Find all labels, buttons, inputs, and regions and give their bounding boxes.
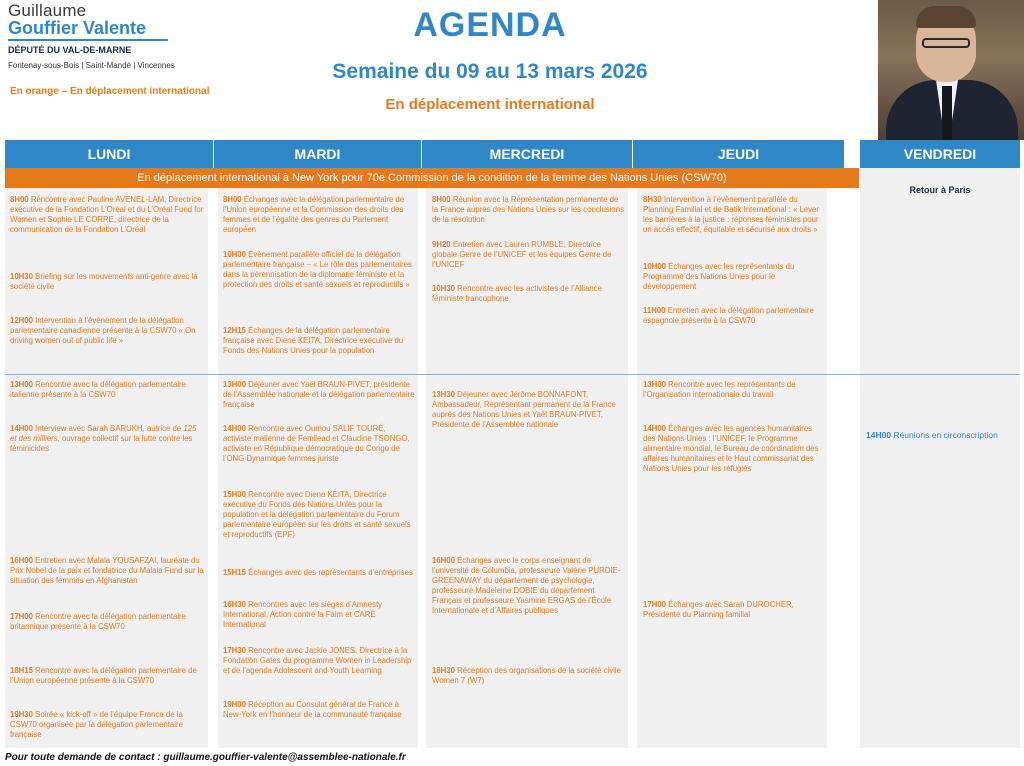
portrait-hair — [916, 6, 976, 28]
event-text: Réception des organisations de la société civile Women 7 (W7) — [432, 666, 621, 685]
event-text: Réception au Consulat général de France à New-York en l’honneur de la communauté française — [223, 700, 402, 719]
event-mardi-10 — [223, 700, 415, 720]
travel-banner: En déplacement international à New York pour 70e Commission de la condition de la femme des Nations Unies (CSW70) — [5, 168, 859, 188]
event-mardi-4 — [223, 380, 415, 410]
event-text: Soirée « kick-off » de l’équipe France de la CSW70 organisée par la délégation parlementaire française — [10, 710, 183, 739]
event-time: 19H30 — [10, 710, 33, 719]
event-mardi-3 — [223, 326, 415, 356]
event-time: 18H15 — [10, 666, 33, 675]
page-subtitle: Semaine du 09 au 13 mars 2026 — [332, 60, 648, 83]
event-time: 14H00 — [866, 430, 892, 440]
event-mercredi-4 — [432, 390, 626, 430]
brand-first-name: Guillaume — [8, 1, 87, 20]
event-text: Échanges avec des représentants d’entreprises — [248, 568, 413, 577]
event-time: 10H30 — [10, 272, 33, 281]
event-time: 8H00 — [223, 195, 242, 204]
event-book-title: 125 et des milliers — [10, 424, 197, 443]
event-text: Rencontre avec la délégation parlementaire italienne présente à la CSW70 — [10, 380, 186, 399]
event-time: 8H00 — [10, 195, 29, 204]
event-text: Rencontre avec Oumou SALIF TOURÉ, activiste malienne de Femilead et Claudine TSONGO, activiste en République démocratique du Congo de l’ONG Dynamique femmes juriste — [223, 424, 410, 463]
event-vendredi-1 — [866, 430, 1018, 440]
event-jeudi-5 — [643, 424, 825, 474]
event-lundi-8 — [10, 666, 205, 686]
event-text: Réunions en circonscription — [893, 430, 998, 440]
event-time: 8H00 — [432, 195, 451, 204]
event-mardi-8 — [223, 600, 415, 630]
event-time: 18H30 — [432, 666, 455, 675]
event-time: 17H00 — [10, 612, 33, 621]
event-lundi-6 — [10, 556, 205, 586]
day-header-mercredi: MERCREDI — [422, 140, 632, 168]
event-text: Échanges avec Sarah DUROCHER, Présidente du Planning familial — [643, 600, 794, 619]
event-text: Rencontres avec les sièges d’Amnesty International, Action contre la Faim et CARE International — [223, 600, 383, 629]
legend-note: En orange – En déplacement international — [10, 86, 210, 97]
event-time: 15H00 — [223, 490, 246, 499]
day-header-jeudi: JEUDI — [633, 140, 844, 168]
event-mercredi-3 — [432, 284, 626, 304]
event-mardi-7 — [223, 568, 415, 578]
event-time: 8H30 — [643, 195, 662, 204]
event-time: 15H15 — [223, 568, 246, 577]
event-lundi-3 — [10, 316, 205, 346]
page-subsubtitle: En déplacement international — [385, 96, 595, 113]
event-lundi-7 — [10, 612, 205, 632]
event-text: Interview avec Sarah BARUKH, autrice de — [35, 424, 182, 433]
event-lundi-4 — [10, 380, 205, 400]
event-jeudi-3 — [643, 306, 825, 326]
event-time: 13H00 — [643, 380, 666, 389]
event-text: Échanges de la délégation parlementaire française avec Diene KEITA, Directrice exécutive du Fonds des Nations Unies pour la population — [223, 326, 404, 355]
event-time: 14H00 — [10, 424, 33, 433]
event-time: 12H00 — [10, 316, 33, 325]
event-text: Déjeuner avec Jérôme BONNAFONT, Ambassadeur, Représentant permanent de la France auprès des Nations Unies et Yaël BRAUN-PIVET, Présidente de l’Assemblée nationale — [432, 390, 616, 429]
event-text: Rencontre avec la délégation parlementaire de l’Union européenne présente à la CSW70 — [10, 666, 197, 685]
event-time: 16H00 — [432, 556, 455, 565]
event-text: Déjeuner avec Yaël BRAUN-PIVET, présidente de l’Assemblée nationale et la délégation parlementaire française — [223, 380, 415, 409]
event-text: Réunion avec la Représentation permanente de la France auprès des Nations Unies sur les conclusions de la résolution — [432, 195, 624, 224]
portrait-tie — [942, 86, 952, 140]
event-text: Entretien avec Malala YOUSAFZAI, lauréate du Prix Nobel de la paix et fondatrice du Malala Fund sur la situation des femmes en Afghanistan — [10, 556, 204, 585]
event-text: Rencontre avec Jackie JONES, Directrice à la Fondation Gates du programme Women in Leadership et de l’agenda Adolescent and Youth Learning — [223, 646, 412, 675]
event-mardi-9 — [223, 646, 415, 676]
event-text: Entretien avec la délégation parlementaire espagnole présente à la CSW70 — [643, 306, 814, 325]
day-header-mardi: MARDI — [214, 140, 421, 168]
page-title: AGENDA — [413, 6, 567, 44]
event-jeudi-1 — [643, 195, 825, 235]
event-text: Intervention à l’évènement parallèle du Planning Familial et de Batik International : « Lever les barrières à la justice : réponses féministes pour un accès effectif, équitable et sécurisé aux droits » — [643, 195, 819, 234]
brand-towns: Fontenay-sous-Bois | Saint-Mandé | Vincennes — [8, 61, 175, 70]
event-text: Échanges avec la délégation parlementaire de l’Union européenne et la Commission des droits des femmes et de l’égalité des genres du Parlement européen — [223, 195, 405, 234]
brand-underline — [8, 39, 168, 41]
event-text: Entretien avec Lauren RUMBLE, Directrice globale Genre de l’UNICEF et les équipes Genre de l’UNICEF — [432, 240, 612, 269]
day-header-lundi: LUNDI — [5, 140, 213, 168]
event-text-after: , ouvrage collectif sur la lutte contre les féminicides — [10, 434, 193, 453]
event-time: 17H00 — [643, 600, 666, 609]
portrait-photo — [878, 0, 1024, 140]
event-time: 14H00 — [223, 424, 246, 433]
event-time: 10H00 — [643, 262, 666, 271]
event-text: Briefing sur les mouvements anti-genre avec la société civile — [10, 272, 198, 291]
event-mardi-6 — [223, 490, 415, 540]
event-jeudi-2 — [643, 262, 825, 292]
event-lundi-9 — [10, 710, 205, 740]
column-vendredi — [860, 168, 1020, 748]
event-text: Échanges avec les représentants du Programme des Nations Unies pour le développement — [643, 262, 795, 291]
portrait-glasses — [922, 38, 970, 48]
event-text: Rencontre avec la délégation parlementaire britannique présente à la CSW70 — [10, 612, 186, 631]
event-mercredi-5 — [432, 556, 626, 616]
event-time: 19H00 — [223, 700, 246, 709]
brand-last-name: Gouffier Valente — [8, 18, 147, 38]
midday-divider — [5, 374, 1020, 375]
event-text: Échanges avec les agences humanitaires des Nations Unies : l’UNICEF, le Programme alimentaire mondial, le Bureau de coordination des affaires humanitaires et le Haut commissariat des Nations Unies pour les réfugiés — [643, 424, 819, 473]
event-lundi-1 — [10, 195, 205, 235]
event-lundi-2 — [10, 272, 205, 292]
event-time: 16H00 — [10, 556, 33, 565]
friday-note: Retour à Paris — [909, 185, 971, 195]
event-time: 10H30 — [432, 284, 455, 293]
event-text: Rencontre avec les activistes de l’Alliance féministe francophone — [432, 284, 602, 303]
event-text: Rencontre avec les représentants de l’Organisation internationale du travail — [643, 380, 796, 399]
event-time: 13H30 — [432, 390, 455, 399]
event-text: Échanges avec le corps enseignant de l’université de Columbia, professeure Valérie PURDIE-GREENAWAY du département de psychologie, professeure Madeleine DOBIE du département Français et professeure Yasmine ERGAS de l’École Internationale et d’Affaires publiques — [432, 556, 621, 615]
event-jeudi-6 — [643, 600, 825, 620]
event-mercredi-6 — [432, 666, 626, 686]
event-time: 11H00 — [643, 306, 666, 315]
column-mercredi — [426, 188, 628, 748]
event-mardi-1 — [223, 195, 415, 235]
event-mardi-2 — [223, 250, 415, 290]
event-text: Rencontre avec Pauline AVENEL-LAM, Directrice exécutive de la Fondation L’Oréal et du L’Oréal Fund for Women et Sophie LE CORRE, directrice de la communication de la Fondation L’Oréal — [10, 195, 204, 234]
event-lundi-5 — [10, 424, 205, 454]
event-time: 13H00 — [10, 380, 33, 389]
day-header-vendredi: VENDREDI — [860, 140, 1020, 168]
brand-role: DÉPUTÉ DU VAL-DE-MARNE — [8, 45, 132, 55]
event-text: Évènement parallèle officiel de la délégation parlementaire française – « Le rôle des parlementaires dans la pérennisation de la diplomatie féministe et la protection des droits et santé sexuels et reproductifs » — [223, 250, 412, 289]
brand-block — [8, 2, 208, 70]
event-mercredi-1 — [432, 195, 626, 225]
event-mardi-5 — [223, 424, 415, 464]
event-time: 9H20 — [432, 240, 451, 249]
event-time: 10H00 — [223, 250, 246, 259]
event-time: 14H00 — [643, 424, 666, 433]
event-jeudi-4 — [643, 380, 825, 400]
contact-footer: Pour toute demande de contact : guillaume.gouffier-valente@assemblee-nationale.fr — [5, 752, 406, 763]
event-time: 17H30 — [223, 646, 246, 655]
event-time: 12H15 — [223, 326, 246, 335]
event-time: 13H00 — [223, 380, 246, 389]
event-mercredi-2 — [432, 240, 626, 270]
event-text: Rencontre avec Diene KEITA, Directrice exécutive du Fonds des Nations Unies pour la population et la délégation parlementaire du Forum parlementaire européen sur les droits et santé sexuels et reproductifs (EPF) — [223, 490, 411, 539]
event-text: Intervention à l’évènement de la délégation parlementaire canadienne présente à la CSW70 « On driving women out of public life » — [10, 316, 196, 345]
event-time: 16H30 — [223, 600, 246, 609]
